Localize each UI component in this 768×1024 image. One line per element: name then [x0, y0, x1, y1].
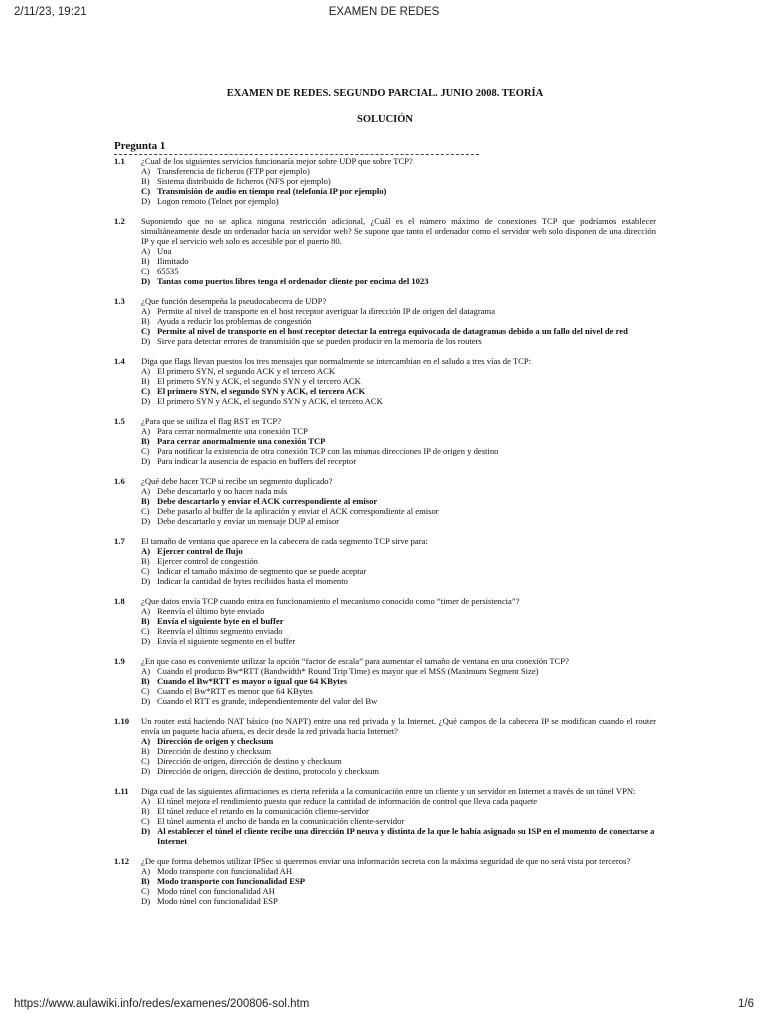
option-indent — [114, 696, 141, 706]
option-indent — [114, 816, 141, 826]
question-number: 1.1 — [114, 156, 125, 166]
option-indent — [114, 766, 141, 776]
option-label: A) — [141, 426, 151, 436]
option-text: Dirección de destino y checksum — [157, 746, 272, 756]
answer-option-correct — [114, 826, 656, 846]
option-indent — [114, 546, 141, 556]
question-header — [114, 656, 656, 666]
answer-option — [114, 756, 656, 766]
page-number: 1/6 — [738, 998, 754, 1010]
question — [114, 786, 656, 846]
question — [114, 416, 656, 466]
question-text: El tamaño de ventana que aparece en la cabecera de cada segmento TCP sirve para: — [141, 536, 428, 546]
option-text: Reenvía el último byte enviado — [157, 606, 265, 616]
option-indent — [114, 316, 141, 326]
option-text: Para indicar la ausencia de espacio en buffers del receptor — [157, 456, 357, 466]
question-header — [114, 216, 656, 246]
answer-option — [114, 426, 656, 436]
document-title: EXAMEN DE REDES. SEGUNDO PARCIAL. JUNIO 2008. TEORÍA — [226, 88, 544, 99]
option-label: B) — [141, 256, 150, 266]
option-label: C) — [141, 446, 150, 456]
option-indent — [114, 396, 141, 406]
option-text: Indicar el tamaño máximo de segmento que se puede aceptar — [157, 566, 367, 576]
option-label: C) — [141, 626, 150, 636]
option-indent — [114, 806, 141, 816]
option-text: Debe descartarlo y enviar el ACK correspondiente al emisor — [157, 496, 378, 506]
option-indent — [114, 456, 141, 466]
question-text: ¿Qué debe hacer TCP si recibe un segmento duplicado? — [141, 476, 333, 486]
question-header — [114, 356, 656, 366]
option-indent — [114, 326, 141, 336]
question-number: 1.10 — [114, 716, 130, 726]
answer-option — [114, 796, 656, 806]
option-text: El túnel mejora el rendimiento puesto que reduce la cantidad de información de control que lleva cada paquete — [157, 796, 538, 806]
option-text: Dirección de origen, dirección de destino, protocolo y checksum — [157, 766, 379, 776]
question — [114, 856, 656, 906]
question-number: 1.7 — [114, 536, 125, 546]
answer-option — [114, 866, 656, 876]
option-text: Ayuda a reducir los problemas de congestión — [157, 316, 312, 326]
answer-option — [114, 606, 656, 616]
option-text: Transferencia de ficheros (FTP por ejemplo) — [157, 166, 310, 176]
option-label: A) — [141, 606, 151, 616]
question-text: Diga cual de las siguientes afirmaciones es cierta referida a la comunicación entre un cliente y un servidor en Internet a través de un túnel VPN: — [141, 786, 636, 796]
option-text: El túnel aumenta el ancho de banda en la comunicación cliente-servidor — [157, 816, 405, 826]
option-indent — [114, 736, 141, 746]
option-indent — [114, 566, 141, 576]
option-label: B) — [141, 496, 150, 506]
option-indent — [114, 436, 141, 446]
question-header — [114, 416, 656, 426]
answer-option — [114, 636, 656, 646]
question — [114, 716, 656, 776]
answer-option — [114, 666, 656, 676]
option-text: Envía el siguiente byte en el buffer — [157, 616, 284, 626]
option-text: Logon remoto (Telnet por ejemplo) — [157, 196, 279, 206]
option-indent — [114, 386, 141, 396]
answer-option — [114, 686, 656, 696]
option-text: Para cerrar normalmente una conexión TCP — [157, 426, 308, 436]
question-header — [114, 296, 656, 306]
option-text: Indicar la cantidad de bytes recibidos hasta el momento — [157, 576, 348, 586]
option-indent — [114, 796, 141, 806]
option-text: Reenvía el último segmento enviado — [157, 626, 283, 636]
answer-option — [114, 566, 656, 576]
question-text: Suponiendo que no se aplica ninguna restricción adicional, ¿Cuál es el número máximo de conexiones TCP que podríamos establecer simultáneamente desde un ordenador hacia un servidor web? Se supone que tanto el ordenador como el servidor web solo disponen de una dirección IP y que el servicio web solo es accesible por el puerto 80. — [141, 216, 656, 246]
option-label: D) — [141, 766, 151, 776]
option-indent — [114, 256, 141, 266]
option-indent — [114, 616, 141, 626]
answer-option-correct — [114, 876, 656, 886]
option-indent — [114, 896, 141, 906]
option-indent — [114, 446, 141, 456]
option-indent — [114, 376, 141, 386]
answer-option — [114, 246, 656, 256]
option-label: C) — [141, 386, 151, 396]
option-indent — [114, 676, 141, 686]
answer-option — [114, 456, 656, 466]
option-label: A) — [141, 796, 151, 806]
option-text: Cuando el Bw*RTT es menor que 64 KBytes — [157, 686, 313, 696]
question-text: Diga que flags llevan puestos los tres mensajes que normalmente se intercambian en el saludo a tres vías de TCP: — [141, 356, 532, 366]
question — [114, 536, 656, 586]
answer-option — [114, 176, 656, 186]
answer-option — [114, 266, 656, 276]
option-label: B) — [141, 176, 150, 186]
answer-option — [114, 256, 656, 266]
option-indent — [114, 166, 141, 176]
option-label: C) — [141, 186, 151, 196]
option-text: Sistema distribuido de ficheros (NFS por ejemplo) — [157, 176, 331, 186]
option-label: A) — [141, 866, 151, 876]
option-label: D) — [141, 576, 151, 586]
option-indent — [114, 686, 141, 696]
option-text: Cuando el Bw*RTT es mayor o igual que 64 KBytes — [157, 676, 348, 686]
option-label: C) — [141, 816, 150, 826]
option-text: Debe descartarlo y no hacer nada más — [157, 486, 288, 496]
question-text: ¿Cual de los siguientes servicios funcionaría mejor sobre UDP que sobre TCP? — [141, 156, 413, 166]
question-text: Un router está haciendo NAT básico (no NAPT) entre una red privada y la Internet. ¿Qué campos de la cabecera IP se modifican cuando el router envía un paquete hacia afuera, es decir desde la red privada hacia Internet? — [141, 716, 656, 736]
option-text: Permite al nivel de transporte en el host receptor averiguar la dirección IP de origen del datagrama — [157, 306, 496, 316]
print-date: 2/11/23, 19:21 — [14, 6, 87, 18]
answer-option — [114, 886, 656, 896]
option-text: Dirección de origen, dirección de destino y checksum — [157, 756, 342, 766]
option-label: A) — [141, 166, 151, 176]
option-label: D) — [141, 636, 151, 646]
option-text: Ejercer control de flujo — [157, 546, 243, 556]
option-label: A) — [141, 736, 151, 746]
option-indent — [114, 626, 141, 636]
answer-option — [114, 896, 656, 906]
question-header — [114, 716, 656, 736]
option-text: Envía el siguiente segmento en el buffer — [157, 636, 296, 646]
question-number: 1.3 — [114, 296, 125, 306]
option-text: Modo túnel con funcionalidad AH — [157, 886, 275, 896]
option-indent — [114, 576, 141, 586]
answer-option — [114, 376, 656, 386]
answer-option — [114, 196, 656, 206]
question-header — [114, 856, 656, 866]
option-label: A) — [141, 486, 151, 496]
question-text: ¿Que función desempeña la pseudocabecera de UDP? — [141, 296, 327, 306]
option-text: Modo túnel con funcionalidad ESP — [157, 896, 278, 906]
option-indent — [114, 666, 141, 676]
option-label: D) — [141, 456, 151, 466]
question — [114, 356, 656, 406]
option-text: Cuando el producto Bw*RTT (Bandwidth* Round Trip Time) es mayor que el MSS (Maximum Segment Size) — [157, 666, 539, 676]
option-label: B) — [141, 436, 150, 446]
option-indent — [114, 826, 141, 846]
option-text: Una — [157, 246, 172, 256]
answer-option-correct — [114, 616, 656, 626]
question-number: 1.9 — [114, 656, 125, 666]
answer-option — [114, 766, 656, 776]
print-header — [14, 6, 754, 22]
option-label: C) — [141, 886, 150, 896]
dashed-divider — [114, 154, 479, 155]
option-label: B) — [141, 556, 150, 566]
question-number: 1.4 — [114, 356, 125, 366]
option-text: Ejercer control de congestión — [157, 556, 258, 566]
question-number: 1.2 — [114, 216, 125, 226]
option-label: A) — [141, 666, 151, 676]
question — [114, 656, 656, 706]
option-indent — [114, 186, 141, 196]
option-text: Debe pasarlo al buffer de la aplicación y enviar el ACK correspondiente al emisor — [157, 506, 439, 516]
question-number: 1.11 — [114, 786, 129, 796]
option-indent — [114, 306, 141, 316]
answer-option — [114, 486, 656, 496]
option-label: D) — [141, 826, 151, 836]
answer-option — [114, 366, 656, 376]
option-text: El primero SYN y ACK, el segundo SYN y ACK, el tercero ACK — [157, 396, 383, 406]
answer-option — [114, 806, 656, 816]
question — [114, 216, 656, 286]
answer-option — [114, 336, 656, 346]
option-label: D) — [141, 196, 151, 206]
answer-option — [114, 506, 656, 516]
option-label: B) — [141, 616, 150, 626]
option-label: C) — [141, 506, 150, 516]
option-label: B) — [141, 806, 150, 816]
answer-option — [114, 576, 656, 586]
question-number: 1.5 — [114, 416, 125, 426]
question — [114, 476, 656, 526]
print-title: EXAMEN DE REDES — [328, 6, 440, 18]
question-header — [114, 536, 656, 546]
answer-option-correct — [114, 276, 656, 286]
question-text: ¿En que caso es conveniente utilizar la opción “factor de escala” para aumentar el tamaño de ventana en una conexión TCP? — [141, 656, 569, 666]
option-indent — [114, 266, 141, 276]
option-label: C) — [141, 756, 150, 766]
question-text: ¿Para que se utiliza el flag RST en TCP? — [141, 416, 282, 426]
option-indent — [114, 176, 141, 186]
option-text: Dirección de origen y checksum — [157, 736, 274, 746]
option-label: B) — [141, 876, 150, 886]
answer-option — [114, 516, 656, 526]
option-text: El primero SYN, el segundo SYN y ACK, el tercero ACK — [157, 386, 366, 396]
option-label: C) — [141, 266, 150, 276]
option-indent — [114, 336, 141, 346]
answer-option-correct — [114, 186, 656, 196]
option-label: B) — [141, 316, 150, 326]
option-label: A) — [141, 366, 151, 376]
option-text: Para cerrar anormalmente una conexión TCP — [157, 436, 326, 446]
option-text: Permite al nivel de transporte en el host receptor detectar la entrega equivocada de datagramas debido a un fallo del nivel de red — [157, 326, 628, 336]
question — [114, 156, 656, 206]
question-header — [114, 476, 656, 486]
option-label: D) — [141, 276, 151, 286]
option-text: Tantas como puertos libres tenga el ordenador cliente por encima del 1023 — [157, 276, 429, 286]
option-label: B) — [141, 746, 150, 756]
question-text: ¿Que datos envía TCP cuando entra en funcionamiento el mecanismo conocido como “timer de persistencia”? — [141, 596, 520, 606]
option-text: Al establecer el túnel el cliente recibe una dirección IP neuva y distinta de la que le había asignado su ISP en el momento de conectarse a Internet — [157, 826, 655, 846]
question — [114, 596, 656, 646]
option-text: El primero SYN, el segundo ACK y el tercero ACK — [157, 366, 336, 376]
page-url: https://www.aulawiki.info/redes/examenes/200806-sol.htm — [14, 998, 310, 1010]
option-label: C) — [141, 686, 150, 696]
option-indent — [114, 866, 141, 876]
document-subtitle: SOLUCIÓN — [356, 114, 413, 125]
option-indent — [114, 366, 141, 376]
option-text: Modo transporte con funcionalidad ESP — [157, 876, 306, 886]
question-number: 1.12 — [114, 856, 130, 866]
print-footer — [14, 998, 754, 1014]
option-label: B) — [141, 676, 150, 686]
answer-option-correct — [114, 676, 656, 686]
option-indent — [114, 426, 141, 436]
answer-option — [114, 306, 656, 316]
answer-option-correct — [114, 436, 656, 446]
option-text: Debe descartarlo y enviar un mensaje DUP al emisor — [157, 516, 339, 526]
option-text: Modo transporte con funcionalidad AH — [157, 866, 293, 876]
question-header — [114, 596, 656, 606]
question-header — [114, 786, 656, 796]
option-indent — [114, 556, 141, 566]
option-indent — [114, 486, 141, 496]
answer-option — [114, 166, 656, 176]
section-heading: Pregunta 1 — [114, 140, 166, 152]
option-label: B) — [141, 376, 150, 386]
option-text: El túnel reduce el retardo en la comunicación cliente-servidor — [157, 806, 369, 816]
question-text: ¿De que forma debemos utilizar IPSec si queremos enviar una información secreta con la máxima seguridad de que no será vista por terceros? — [141, 856, 631, 866]
question — [114, 296, 656, 346]
option-indent — [114, 246, 141, 256]
answer-option — [114, 626, 656, 636]
option-label: A) — [141, 246, 151, 256]
option-label: D) — [141, 696, 151, 706]
answer-option-correct — [114, 326, 656, 336]
answer-option — [114, 316, 656, 326]
question-header — [114, 156, 656, 166]
option-indent — [114, 636, 141, 646]
option-text: Transmisión de audio en tiempo real (telefonía IP por ejemplo) — [157, 186, 387, 196]
answer-option — [114, 696, 656, 706]
option-label: D) — [141, 396, 151, 406]
answer-option-correct — [114, 736, 656, 746]
option-label: D) — [141, 516, 151, 526]
option-label: A) — [141, 546, 151, 556]
option-text: Cuando el RTT es grande, independientemente del valor del Bw — [157, 696, 378, 706]
option-label: C) — [141, 326, 151, 336]
document-body — [114, 88, 656, 906]
answer-option-correct — [114, 546, 656, 556]
answer-option-correct — [114, 386, 656, 396]
option-indent — [114, 756, 141, 766]
option-indent — [114, 516, 141, 526]
answer-option — [114, 816, 656, 826]
option-text: El primero SYN y ACK, el segundo SYN y el tercero ACK — [157, 376, 361, 386]
question-list — [114, 156, 656, 906]
option-label: A) — [141, 306, 151, 316]
option-text: 65535 — [157, 266, 179, 276]
option-text: Sirve para detectar errores de transmisión que se pueden producir en la memoria de los routers — [157, 336, 482, 346]
option-label: C) — [141, 566, 150, 576]
option-text: Para notificar la existencia de otra conexión TCP con las mismas direcciones IP de origen y destino — [157, 446, 499, 456]
option-label: D) — [141, 896, 151, 906]
option-indent — [114, 196, 141, 206]
answer-option — [114, 396, 656, 406]
option-text: Ilimitado — [157, 256, 189, 266]
question-number: 1.6 — [114, 476, 125, 486]
option-indent — [114, 506, 141, 516]
option-indent — [114, 886, 141, 896]
option-indent — [114, 606, 141, 616]
option-label: D) — [141, 336, 151, 346]
option-indent — [114, 276, 141, 286]
question-number: 1.8 — [114, 596, 125, 606]
answer-option — [114, 556, 656, 566]
answer-option — [114, 446, 656, 456]
option-indent — [114, 876, 141, 886]
option-indent — [114, 496, 141, 506]
answer-option — [114, 746, 656, 756]
option-indent — [114, 746, 141, 756]
answer-option-correct — [114, 496, 656, 506]
